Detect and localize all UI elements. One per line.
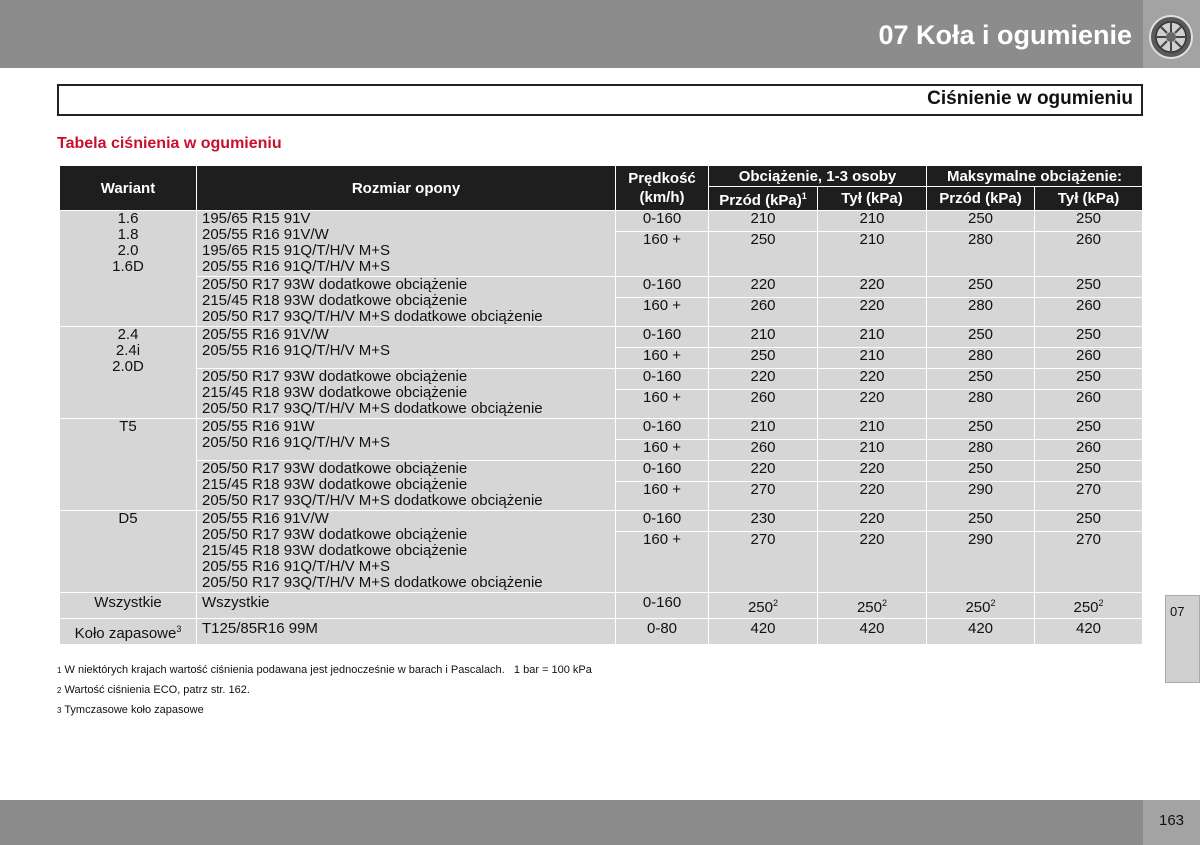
tire-size: 205/50 R17 93W dodatkowe obciążenie <box>202 368 468 385</box>
speed-cell: 160 + <box>616 232 709 277</box>
tire-pressure-table-wrap <box>59 165 1142 645</box>
pressure-cell: 420 <box>1035 619 1143 645</box>
pressure-value: 250 <box>856 599 882 616</box>
speed-cell: 0-160 <box>616 277 709 298</box>
tire-size: 215/45 R18 93W dodatkowe obciążenie <box>202 542 468 559</box>
pressure-cell: 250 <box>1035 327 1143 348</box>
pressure-cell: 250 <box>709 232 818 277</box>
pressure-cell: 210 <box>818 419 927 440</box>
sub-header-front-1-text: Przód (kPa) <box>719 192 802 209</box>
size-cell <box>197 419 616 461</box>
sub-header-rear-1: Tył (kPa) <box>818 187 927 211</box>
pressure-cell <box>818 593 927 619</box>
pressure-cell: 210 <box>818 211 927 232</box>
pressure-cell: 210 <box>709 327 818 348</box>
variant-label: 1.8 <box>117 226 139 243</box>
tire-size: 215/45 R18 93W dodatkowe obciążenie <box>202 476 468 493</box>
pressure-cell: 260 <box>1035 348 1143 369</box>
col-header-speed-line2: (km/h) <box>639 189 685 206</box>
footnote-1 <box>57 662 592 682</box>
pressure-cell: 280 <box>927 390 1035 419</box>
table-row-spare <box>60 619 1143 645</box>
footnote-ref-1: 1 <box>801 191 807 201</box>
table-row <box>60 369 1143 390</box>
variant-label: T5 <box>119 418 137 435</box>
footnote-ref-2: 2 <box>990 598 996 608</box>
tire-size: 205/55 R16 91W <box>202 418 315 435</box>
pressure-cell: 220 <box>818 511 927 532</box>
speed-cell: 160 + <box>616 298 709 327</box>
speed-cell: 160 + <box>616 390 709 419</box>
wheel-icon <box>1148 14 1194 60</box>
section-title: Ciśnienie w ogumieniu <box>927 88 1133 109</box>
variant-label: 2.4 <box>117 326 139 343</box>
speed-cell: 0-160 <box>616 419 709 440</box>
tire-size: 205/50 R16 91Q/T/H/V M+S <box>202 434 391 451</box>
pressure-cell: 250 <box>1035 277 1143 298</box>
variant-label: 2.0D <box>112 358 144 375</box>
pressure-cell: 270 <box>709 532 818 593</box>
tire-size: 195/65 R15 91V <box>202 210 311 227</box>
pressure-cell: 290 <box>927 532 1035 593</box>
pressure-cell: 250 <box>1035 461 1143 482</box>
chapter-side-tab[interactable] <box>1165 595 1200 683</box>
pressure-cell: 420 <box>818 619 927 645</box>
pressure-cell: 280 <box>927 298 1035 327</box>
pressure-cell: 220 <box>818 461 927 482</box>
pressure-cell: 220 <box>818 532 927 593</box>
pressure-cell: 260 <box>1035 390 1143 419</box>
variant-cell <box>60 419 197 511</box>
speed-cell: 0-160 <box>616 369 709 390</box>
pressure-cell: 250 <box>927 211 1035 232</box>
speed-cell: 160 + <box>616 440 709 461</box>
size-cell <box>197 211 616 277</box>
pressure-cell: 270 <box>1035 532 1143 593</box>
pressure-cell: 290 <box>927 482 1035 511</box>
speed-cell: 160 + <box>616 348 709 369</box>
pressure-cell: 220 <box>709 461 818 482</box>
pressure-cell: 280 <box>927 232 1035 277</box>
pressure-cell: 260 <box>709 390 818 419</box>
variant-cell <box>60 327 197 419</box>
pressure-value: 250 <box>965 599 991 616</box>
tire-size: 205/55 R16 91V/W <box>202 510 329 527</box>
pressure-cell: 250 <box>927 369 1035 390</box>
pressure-cell: 250 <box>1035 369 1143 390</box>
footnote-2 <box>57 682 592 702</box>
pressure-cell: 210 <box>709 211 818 232</box>
col-header-speed-line1: Prędkość <box>628 170 696 187</box>
pressure-cell: 260 <box>709 298 818 327</box>
pressure-cell: 250 <box>1035 211 1143 232</box>
speed-cell: 0-160 <box>616 461 709 482</box>
pressure-cell: 250 <box>927 461 1035 482</box>
pressure-cell: 250 <box>709 348 818 369</box>
tire-size: 215/45 R18 93W dodatkowe obciążenie <box>202 292 468 309</box>
sub-header-rear-2: Tył (kPa) <box>1035 187 1143 211</box>
tire-size: 205/55 R16 91Q/T/H/V M+S <box>202 558 391 575</box>
speed-cell: 160 + <box>616 532 709 593</box>
pressure-cell: 230 <box>709 511 818 532</box>
speed-cell: 0-160 <box>616 211 709 232</box>
tire-size: 205/50 R17 93W dodatkowe obciążenie <box>202 460 468 477</box>
pressure-cell: 250 <box>1035 511 1143 532</box>
page-number: 163 <box>1143 800 1200 845</box>
footnote-text: W niektórych krajach wartość ciśnienia podawana jest jednocześnie w barach i Pascalach. 1 bar = 100 kPa <box>64 664 592 676</box>
variant-label: D5 <box>118 510 138 527</box>
tire-size: 205/50 R17 93Q/T/H/V M+S dodatkowe obciążenie <box>202 492 543 509</box>
pressure-cell: 210 <box>709 419 818 440</box>
side-tab-label: 07 <box>1170 604 1185 619</box>
speed-cell: 0-80 <box>616 619 709 645</box>
variant-cell: Wszystkie <box>60 593 197 619</box>
tire-pressure-table <box>59 165 1143 645</box>
variant-label: 2.4i <box>115 342 141 359</box>
table-row <box>60 461 1143 482</box>
pressure-cell: 260 <box>709 440 818 461</box>
size-cell <box>197 511 616 593</box>
footnote-3 <box>57 702 592 722</box>
pressure-cell: 280 <box>927 348 1035 369</box>
pressure-cell: 250 <box>927 419 1035 440</box>
variant-cell <box>60 619 197 645</box>
footnote-text: Wartość ciśnienia ECO, patrz str. 162. <box>64 684 250 696</box>
table-row <box>60 327 1143 348</box>
col-header-size: Rozmiar opony <box>197 166 616 211</box>
table-row <box>60 277 1143 298</box>
tire-size: 205/55 R16 91Q/T/H/V M+S <box>202 258 391 275</box>
pressure-cell: 220 <box>818 298 927 327</box>
chapter-title: 07 Koła i ogumienie <box>878 20 1132 50</box>
pressure-cell: 260 <box>1035 232 1143 277</box>
col-header-speed <box>616 166 709 211</box>
table-row <box>60 511 1143 532</box>
variant-cell <box>60 211 197 327</box>
tire-size: 205/55 R16 91Q/T/H/V M+S <box>202 342 391 359</box>
pressure-cell: 220 <box>818 277 927 298</box>
pressure-cell: 280 <box>927 440 1035 461</box>
section-title-box <box>57 84 1143 116</box>
pressure-cell: 250 <box>927 327 1035 348</box>
table-row <box>60 211 1143 232</box>
variant-label: 2.0 <box>117 242 139 259</box>
pressure-cell <box>1035 593 1143 619</box>
size-cell <box>197 277 616 327</box>
col-group-max-load: Maksymalne obciążenie: <box>927 166 1143 187</box>
tire-size: 205/55 R16 91V/W <box>202 226 329 243</box>
tire-size: 205/50 R17 93Q/T/H/V M+S dodatkowe obciążenie <box>202 574 543 591</box>
footnote-number: 3 <box>57 706 62 715</box>
pressure-cell: 420 <box>927 619 1035 645</box>
col-group-load-1-3: Obciążenie, 1-3 osoby <box>709 166 927 187</box>
speed-cell: 0-160 <box>616 593 709 619</box>
pressure-cell <box>709 593 818 619</box>
tire-size: 205/50 R17 93W dodatkowe obciążenie <box>202 276 468 293</box>
footnote-ref-2: 2 <box>1098 598 1104 608</box>
tire-size: 205/50 R17 93Q/T/H/V M+S dodatkowe obciążenie <box>202 308 543 325</box>
pressure-cell: 210 <box>818 232 927 277</box>
footnote-ref-3: 3 <box>176 624 182 634</box>
sub-header-front-1 <box>709 187 818 211</box>
tire-size: 205/50 R17 93Q/T/H/V M+S dodatkowe obciążenie <box>202 400 543 417</box>
table-row-all <box>60 593 1143 619</box>
pressure-cell: 210 <box>818 440 927 461</box>
footnote-ref-2: 2 <box>773 598 779 608</box>
size-cell <box>197 327 616 369</box>
pressure-cell: 220 <box>818 369 927 390</box>
table-header-row <box>60 166 1143 187</box>
tire-size: 195/65 R15 91Q/T/H/V M+S <box>202 242 391 259</box>
tire-size: 205/50 R17 93W dodatkowe obciążenie <box>202 526 468 543</box>
footnote-number: 1 <box>57 666 62 675</box>
tire-size: 215/45 R18 93W dodatkowe obciążenie <box>202 384 468 401</box>
variant-label: 1.6 <box>117 210 139 227</box>
pressure-cell: 210 <box>818 327 927 348</box>
pressure-cell: 420 <box>709 619 818 645</box>
footnote-text: Tymczasowe koło zapasowe <box>64 704 204 716</box>
pressure-cell: 260 <box>1035 298 1143 327</box>
footer-band <box>0 800 1143 845</box>
col-header-variant: Wariant <box>60 166 197 211</box>
pressure-cell: 270 <box>1035 482 1143 511</box>
speed-cell: 0-160 <box>616 511 709 532</box>
size-cell <box>197 369 616 419</box>
pressure-cell: 220 <box>709 369 818 390</box>
speed-cell: 160 + <box>616 482 709 511</box>
table-row <box>60 419 1143 440</box>
pressure-cell: 210 <box>818 348 927 369</box>
pressure-cell: 270 <box>709 482 818 511</box>
tire-size: 205/55 R16 91V/W <box>202 326 329 343</box>
pressure-cell <box>927 593 1035 619</box>
table-heading: Tabela ciśnienia w ogumieniu <box>57 135 282 152</box>
pressure-value: 250 <box>1073 599 1099 616</box>
pressure-cell: 220 <box>818 482 927 511</box>
size-cell: T125/85R16 99M <box>197 619 616 645</box>
pressure-cell: 220 <box>818 390 927 419</box>
footnotes <box>57 662 592 722</box>
footnote-number: 2 <box>57 686 62 695</box>
size-cell: Wszystkie <box>197 593 616 619</box>
variant-label: Koło zapasowe <box>74 625 177 642</box>
sub-header-front-2: Przód (kPa) <box>927 187 1035 211</box>
size-cell <box>197 461 616 511</box>
footnote-ref-2: 2 <box>882 598 888 608</box>
variant-label: 1.6D <box>112 258 144 275</box>
pressure-value: 250 <box>747 599 773 616</box>
pressure-cell: 250 <box>927 511 1035 532</box>
pressure-cell: 250 <box>927 277 1035 298</box>
pressure-cell: 250 <box>1035 419 1143 440</box>
speed-cell: 0-160 <box>616 327 709 348</box>
pressure-cell: 220 <box>709 277 818 298</box>
variant-cell <box>60 511 197 593</box>
pressure-cell: 260 <box>1035 440 1143 461</box>
